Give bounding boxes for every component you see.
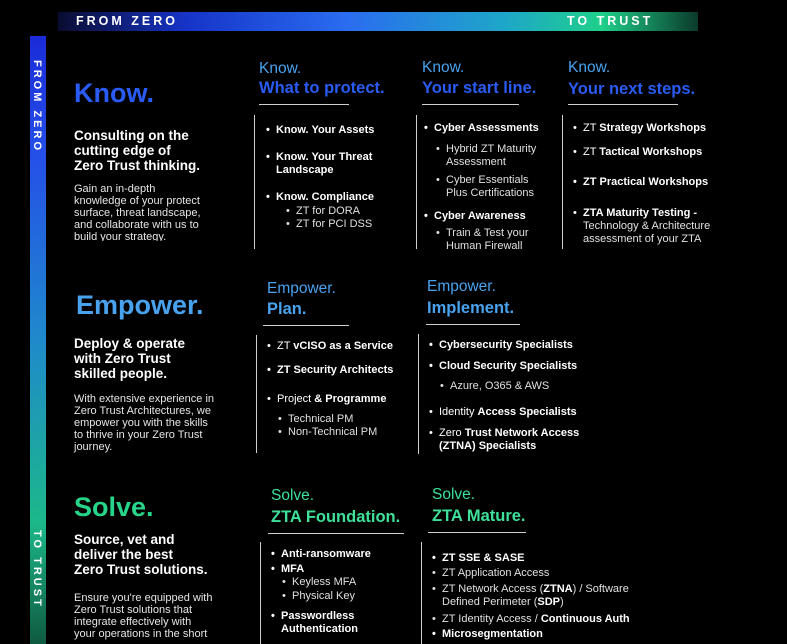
list-item: • Physical Key	[292, 590, 355, 603]
solve-col2-divider	[421, 542, 422, 644]
list-item: • ZT Tactical Workshops	[583, 146, 702, 159]
list-item: • Cybersecurity Specialists	[439, 339, 573, 352]
list-item: • Cyber Awareness	[434, 210, 526, 223]
empower-body: With extensive experience in Zero Trust Architectures, we empower you with the skills to thrive in your Zero Trust journey.	[74, 393, 215, 453]
solve-col1-pre: Solve.	[271, 487, 315, 504]
know-col1-pre: Know.	[259, 60, 302, 77]
know-col3-divider	[562, 115, 563, 249]
know-col1-divider	[254, 115, 255, 249]
know-title: Know.	[74, 78, 154, 108]
solve-subtitle: Source, vet and deliver the best Zero Trust solutions.	[74, 532, 208, 577]
list-item: • ZT Strategy Workshops	[583, 122, 706, 135]
empower-col2-pre: Empower.	[427, 278, 496, 295]
list-item: • ZT Practical Workshops	[583, 176, 708, 189]
list-item: • Know. Your Threat Landscape	[276, 151, 372, 177]
solve-title: Solve.	[74, 492, 154, 522]
list-item: • Know. Your Assets	[276, 124, 374, 137]
empower-col1-underline	[263, 325, 349, 326]
empower-subtitle: Deploy & operate with Zero Trust skilled people.	[74, 336, 186, 381]
know-subtitle: Consulting on the cutting edge of Zero Trust thinking.	[74, 128, 201, 173]
list-item: • Cloud Security Specialists	[439, 360, 577, 373]
know-col3-head: Your next steps.	[568, 80, 696, 98]
banner-right-text: TO TRUST	[567, 14, 654, 28]
list-item: • Identity Access Specialists	[439, 406, 577, 419]
list-item: • ZT Identity Access / Continuous Auth	[442, 613, 630, 626]
solve-col2-head: ZTA Mature.	[432, 507, 526, 525]
list-item: • Train & Test your Human Firewall	[446, 227, 529, 253]
list-item: • Cyber Assessments	[434, 122, 539, 135]
list-item: • Know. Compliance	[276, 191, 374, 204]
list-item: • ZT Network Access (ZTNA) / Software Defined Perimeter (SDP)	[442, 583, 629, 609]
solve-col1-underline	[268, 533, 404, 534]
side-top-text: FROM ZERO	[31, 60, 43, 153]
list-item: • Non-Technical PM	[288, 426, 377, 439]
empower-col2-head: Implement.	[427, 299, 515, 317]
know-col2-head: Your start line.	[422, 79, 537, 97]
list-item: • Project & Programme	[277, 393, 386, 406]
know-col3-pre: Know.	[568, 59, 611, 76]
solve-body: Ensure you're equipped with Zero Trust solutions that integrate effectively with your operations in the short	[74, 592, 213, 640]
know-col1-head: What to protect.	[259, 79, 385, 97]
solve-col1-divider	[260, 542, 261, 644]
list-item: • Microsegmentation	[442, 628, 543, 641]
solve-col1-head: ZTA Foundation.	[271, 508, 401, 526]
empower-col2-divider	[418, 334, 419, 454]
list-item: • Azure, O365 & AWS	[450, 380, 549, 393]
list-item: • Cyber Essentials Plus Certifications	[446, 174, 534, 200]
list-item: • ZT Security Architects	[277, 364, 393, 377]
list-item: • ZT Application Access	[442, 567, 549, 580]
solve-col2-underline	[428, 532, 526, 533]
side-banner	[30, 36, 46, 644]
know-col2-divider	[416, 115, 417, 249]
empower-col2-underline	[426, 324, 520, 325]
solve-col2-pre: Solve.	[432, 486, 476, 503]
list-item: • MFA	[281, 563, 304, 576]
list-item: • Anti-ransomware	[281, 548, 371, 561]
list-item: • Passwordless Authentication	[281, 610, 358, 636]
know-body: Gain an in-depth knowledge of your protect surface, threat landscape, and collaborate with us to build your strategy.	[74, 183, 201, 241]
list-item: • Hybrid ZT Maturity Assessment	[446, 143, 536, 169]
empower-title: Empower.	[76, 290, 204, 320]
list-item: • Zero Trust Network Access (ZTNA) Specialists	[439, 427, 579, 453]
top-banner	[58, 12, 698, 31]
side-bottom-text: TO TRUST	[31, 530, 43, 609]
empower-col1-divider	[256, 335, 257, 453]
know-col3-underline	[568, 104, 678, 105]
know-col2-pre: Know.	[422, 59, 465, 76]
empower-col1-head: Plan.	[267, 300, 307, 318]
banner-left-text: FROM ZERO	[76, 14, 178, 28]
list-item: • ZT for DORA	[296, 205, 360, 218]
list-item: • Keyless MFA	[292, 576, 356, 589]
list-item: • ZTA Maturity Testing - Technology & Architecture assessment of your ZTA	[583, 207, 710, 246]
list-item: • ZT for PCI DSS	[296, 218, 372, 231]
list-item: • Technical PM	[288, 413, 353, 426]
list-item: • ZT SSE & SASE	[442, 552, 525, 565]
know-col1-underline	[259, 104, 349, 105]
list-item: • ZT vCISO as a Service	[277, 340, 393, 353]
know-col2-underline	[422, 104, 519, 105]
empower-col1-pre: Empower.	[267, 280, 336, 297]
